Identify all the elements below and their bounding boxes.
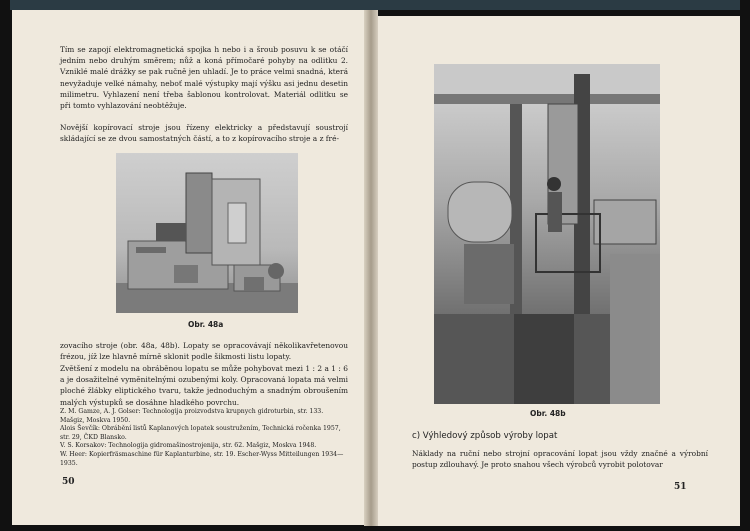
figure-48a-photo xyxy=(116,153,298,313)
reference-item: W. Heer: Kopierfräsmaschine für Kaplanturbine, str. 19. Escher-Wyss Mitteilungen 1934—1935. xyxy=(60,451,344,467)
figure-48b-photo xyxy=(434,64,660,404)
left-paragraph-1: Tím se zapojí elektromagnetická spojka h nebo i a šroub posuvu k se otáčí jedním nebo druhým směrem; nůž a koná přímočaré pohyby na odlitku 2. Vzniklé malé drážky se pak ručně jen uhladí. Je to práce velmi snadná, která nevyžaduje velké námahy, neboť malé výstupky mají výšku asi jednu desetin milimetru. Vyhlazení není třeba šablonou kontrolovat. Materiál odlitku se při tomto vyhlazování neobtěžuje. xyxy=(60,45,348,111)
right-page xyxy=(378,16,740,526)
right-paragraph-1: Náklady na ruční nebo strojní opracování lopat jsou vždy značné a výrobní postup zdlouhavý. Je proto snahou všech výrobců vyrobit polotovar xyxy=(412,449,708,470)
left-page xyxy=(12,10,365,525)
figure-48b-caption: Obr. 48b xyxy=(530,409,566,418)
left-paragraph-4: Zvětšení z modelu na obráběnou lopatu se může pohybovat mezi 1 : 2 a 1 : 6 a je dosažitelné vyměnitelnými ozubenými koly. Opracovaná lopata má velmi ploché žlábky eliptického tvaru, takže jednoduchým a snadným obroušením malých výstupků se dosáhne hladkého povrchu. xyxy=(60,364,348,407)
section-heading: c) Výhledový způsob výroby lopat xyxy=(412,431,558,441)
page-number-left: 50 xyxy=(62,477,75,487)
left-paragraph-3: zovacího stroje (obr. 48a, 48b). Lopaty se opracovávají několikavřetenovou frézou, jíž lze hlavně mírně sklonit podle šikmosti listu lopaty. xyxy=(60,341,348,362)
book-cover-edge xyxy=(10,0,740,10)
reference-item: V. S. Korsakov: Technologija gidromašinostrojenija, str. 62. Mašgiz, Moskva 1948. xyxy=(60,442,317,449)
reference-item: Alois Ševčík: Obrábění listů Kaplanových lopatek soustružením, Technická ročenka 1957, str. 29, ČKD Blansko. xyxy=(60,425,341,441)
reference-item: Z. M. Gamze, A. J. Golser: Technologija proizvodstva krupnych gidroturbin, str. 133. Mašgiz, Moskva 1950. xyxy=(60,408,324,424)
book-gutter xyxy=(364,10,378,526)
page-number-right: 51 xyxy=(674,482,687,492)
left-paragraph-2: Novější kopírovací stroje jsou řízeny elektricky a představují soustrojí skládající se ze dvou samostatných částí, a to z kopírovacího stroje a z fré- xyxy=(60,123,348,144)
figure-48a-caption: Obr. 48a xyxy=(188,320,224,329)
